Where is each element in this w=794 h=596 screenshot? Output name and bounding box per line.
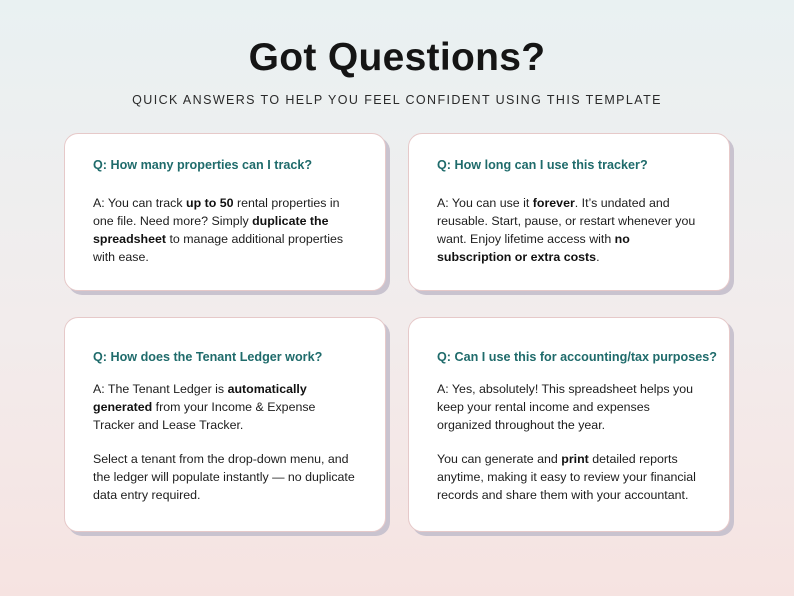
answer-paragraph: Select a tenant from the drop-down menu, and the ledger will populate instantly — no duplicate data entry required.: [93, 452, 355, 502]
faq-answer: [437, 194, 701, 266]
answer-text: A: You can use it: [437, 196, 533, 210]
faq-question: Q: Can I use this for accounting/tax purposes?: [437, 350, 717, 364]
faq-card-duration: [408, 133, 730, 291]
answer-text: .: [596, 250, 600, 264]
answer-text: to manage additional properties with ease.: [93, 232, 344, 264]
page-subtitle: QUICK ANSWERS TO HELP YOU FEEL CONFIDENT USING THIS TEMPLATE: [132, 93, 662, 107]
answer-emphasis: no subscription or extra costs: [437, 232, 630, 264]
answer-text: from your Income & Expense Tracker and Lease Tracker.: [93, 400, 316, 432]
answer-text: A: The Tenant Ledger is: [93, 382, 228, 396]
faq-answer: [93, 194, 357, 266]
answer-text: detailed reports anytime, making it easy to review your financial records and share them with your accountant.: [437, 452, 696, 502]
faq-card-tenant-ledger: [64, 317, 386, 532]
answer-emphasis: forever: [532, 196, 575, 210]
answer-emphasis: up to 50: [186, 196, 234, 210]
answer-text: A: Yes, absolutely! This spreadsheet helps you keep your rental income and expenses organized throughout the year.: [437, 382, 694, 432]
answer-emphasis: print: [561, 452, 589, 466]
answer-text: rental properties in one file. Need more? Simply: [93, 196, 340, 228]
faq-question: Q: How many properties can I track?: [93, 158, 313, 172]
answer-text: You can generate and: [437, 452, 562, 466]
answer-emphasis: duplicate the spreadsheet: [93, 214, 329, 246]
page-title: Got Questions?: [248, 36, 546, 79]
faq-answer: [437, 380, 701, 504]
faq-question: Q: How does the Tenant Ledger work?: [93, 350, 323, 364]
faq-card-accounting: [408, 317, 730, 532]
answer-text: . It’s undated and reusable. Start, pause, or restart whenever you want. Enjoy lifetime access with: [437, 196, 696, 246]
faq-answer: [93, 380, 357, 504]
answer-emphasis: automatically generated: [93, 382, 307, 414]
faq-card-properties: [64, 133, 386, 291]
faq-question: Q: How long can I use this tracker?: [437, 158, 648, 172]
answer-text: A: You can track: [93, 196, 186, 210]
